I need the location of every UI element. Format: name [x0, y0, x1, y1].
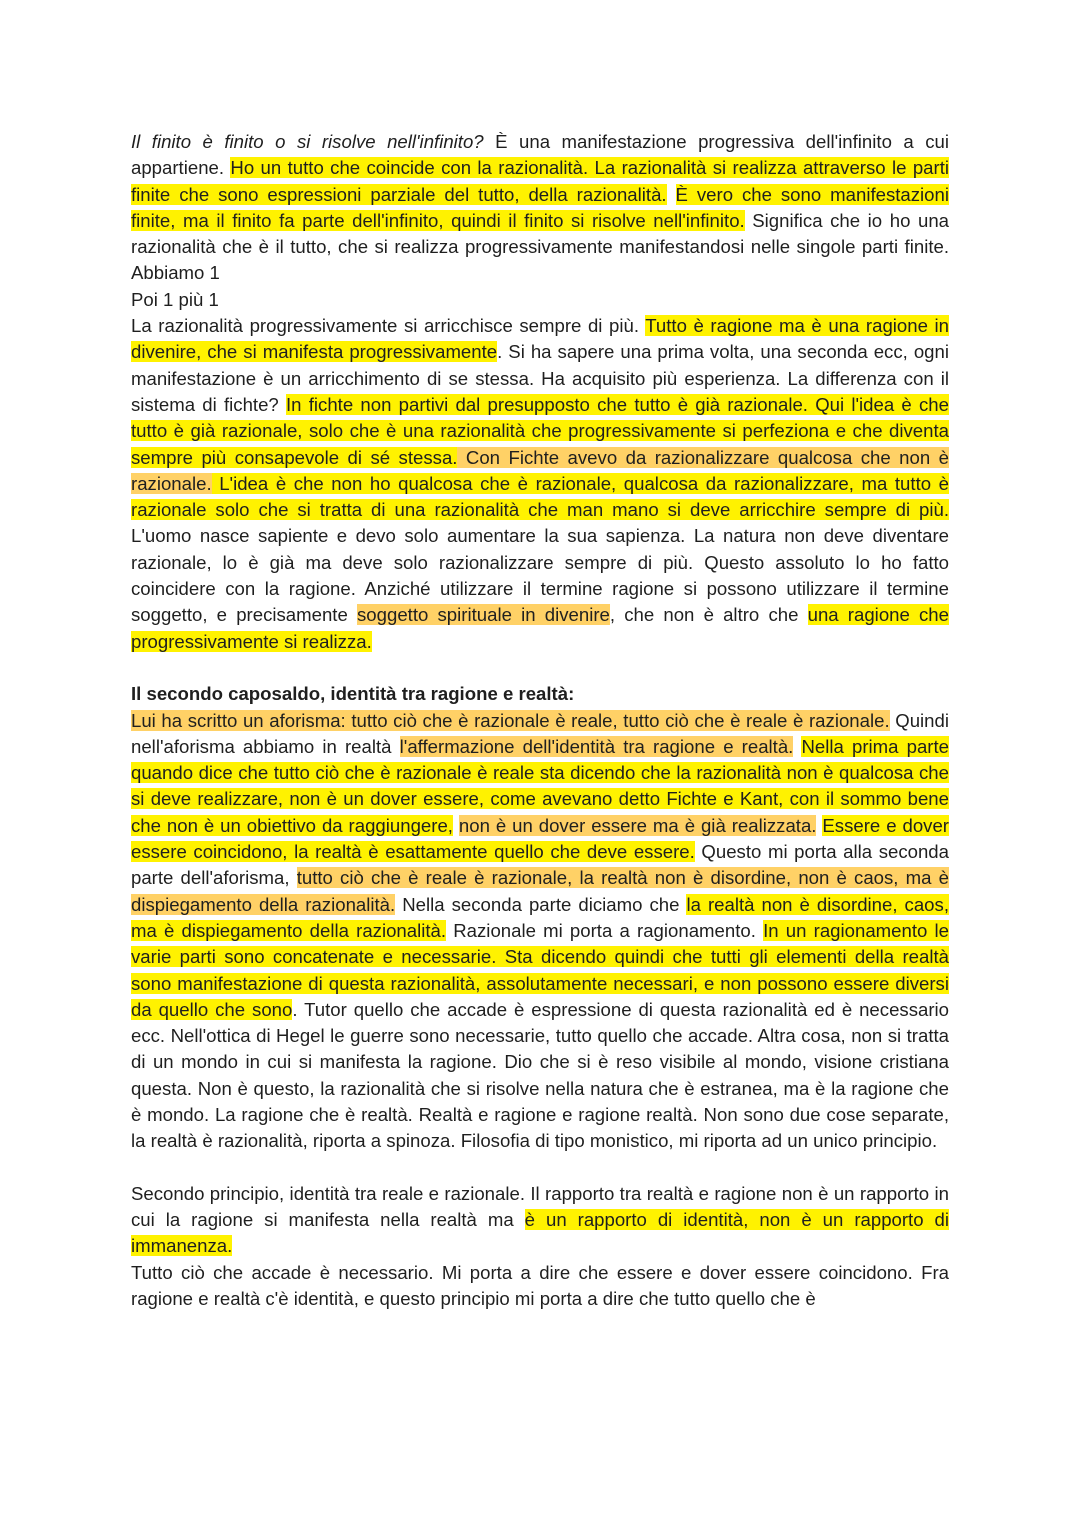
text-run: Significa che io ho una razionalità che è il tutto, che si realizza progressivamente manifestandosi nelle singole parti finite. Abbiamo 1	[131, 209, 949, 284]
text-run: Secondo principio, identità tra reale e razionale. Il rapporto tra realtà e ragione non è un rapporto in cui la ragione si manifesta nella realtà ma	[131, 1182, 949, 1231]
highlight: Tutto è ragione ma è una ragione in divenire, che si manifesta progressivamente	[131, 315, 950, 363]
text-run: . Tutor quello che accade è espressione di questa razionalità ed è necessario ecc. Nell'ottica di Hegel le guerre sono necessarie, tutto quello che accade. Altra cosa, non si tratta di un mondo in cui si manifesta la ragione. Dio che si è reso visibile al mondo, visione cristiana questa. Non è questo, la razionalità che si risolve nella natura che è estranea, ma è la ragione che è mondo. La ragione che è realtà. Realtà e ragione e ragione realtà. Non sono due cose separate, la realtà è razionalità, riporta a spinoza. Filosofia di tipo monistico, mi riporta ad un unico principio.	[131, 998, 950, 1152]
highlight: una ragione che progressivamente si realizza.	[131, 604, 949, 652]
highlight: Con Fichte avevo da razionalizzare qualcosa che non è razionale.	[131, 446, 949, 494]
paragraph-poi: Poi 1 più 1	[131, 288, 219, 310]
text-run: È una manifestazione progressiva dell'infinito a cui appartiene.	[131, 131, 949, 179]
section-heading: Il secondo caposaldo, identità tra ragione e realtà:	[131, 683, 575, 705]
highlight: In fichte non partivi dal presupposto che tutto è già razionale.	[286, 393, 808, 415]
paragraph-secondo-principio	[131, 1181, 949, 1260]
text-run	[667, 184, 676, 205]
text-run: Quindi nell'aforisma abbiamo in realtà	[131, 709, 949, 757]
paragraph-finito	[131, 129, 949, 287]
text-run: Razionale mi porta a ragionamento.	[446, 919, 764, 941]
highlight: l'affermazione dell'identità tra ragione e realtà.	[399, 735, 794, 757]
highlight: Qui l'idea è che tutto è già razionale, solo che è una razionalità che progressivamente si perfeziona e che diventa sempre più consapevole di sé stessa.	[131, 393, 949, 468]
highlight: soggetto spirituale in divenire	[357, 604, 610, 626]
text-run: Nella seconda parte diciamo che	[395, 893, 687, 915]
text-run: Questo mi porta alla seconda parte dell'aforisma,	[131, 841, 949, 889]
document-page	[131, 129, 949, 1312]
highlight: Lui ha scritto un aforisma: tutto ciò che è razionale è reale, tutto ciò che è reale è razionale.	[131, 709, 890, 731]
highlight: è un rapporto di identità, non è un rapporto di immanenza.	[131, 1209, 950, 1257]
spacer	[131, 1155, 949, 1181]
text-run: . Si ha sapere una prima volta, una seconda ecc, ogni manifestazione è un arricchimento di se stessa. Ha acquisito più esperienza. La differenza con il sistema di fichte?	[131, 341, 949, 415]
highlight: la realtà non è disordine, caos, ma è dispiegamento della razionalità.	[131, 893, 949, 941]
highlight: L'idea è che non ho qualcosa che è razionale, qualcosa da razionalizzare, ma tutto è razionale solo che si tratta di una razionalità che man mano si deve arricchire sempre di più.	[131, 472, 949, 521]
paragraph-necessario: Tutto ciò che accade è necessario. Mi porta a dire che essere e dover essere coincidono. Fra ragione e realtà c'è identità, e questo principio mi porta a dire che tutto quello che è	[131, 1261, 949, 1310]
highlight: È vero che sono manifestazioni finite, ma il finito fa parte dell'infinito, quindi il finito si risolve nell'infinito.	[131, 183, 949, 231]
spacer	[131, 655, 949, 681]
question-text: Il finito è finito o si risolve nell'infinito?	[131, 131, 484, 152]
highlight: non è un dover essere ma è già realizzata.	[458, 814, 817, 836]
highlight: In un ragionamento le varie parti sono concatenate e necessarie. Sta dicendo quindi che tutti gli elementi della realtà sono manifestazione di questa razionalità, assolutamente necessari, e non possono essere diversi da quello che sono	[131, 919, 949, 1020]
highlight: Essere e dover essere coincidono, la realtà è esattamente quello che deve essere.	[131, 814, 949, 863]
paragraph-razionalita	[131, 313, 949, 655]
text-run: La razionalità progressivamente si arricchisce sempre di più.	[131, 315, 646, 337]
text-run: , che non è altro che	[609, 604, 808, 626]
text-run: L'uomo nasce sapiente e devo solo aumentare la sua sapienza. La natura non deve diventare razionale, lo è già ma deve solo razionalizzare sempre di più. Questo assoluto lo ho fatto coincidere con la ragione. Anziché utilizzare il termine ragione si possono utilizzare il termine soggetto, e precisamente	[131, 525, 949, 626]
highlight: tutto ciò che è reale è razionale, la realtà non è disordine, non è caos, ma è dispiegamento della razionalità.	[131, 867, 949, 915]
highlight: Ho un tutto che coincide con la razionalità. La razionalità si realizza attraverso le parti finite che sono espressioni parziale del tutto, della razionalità.	[131, 157, 949, 205]
highlight: Nella prima parte quando dice che tutto ciò che è razionale è reale sta dicendo che la razionalità non è qualcosa che si deve realizzare, non è un dover essere, come avevano detto Fichte e Kant, con il sommo bene che non è un obiettivo da raggiungere,	[131, 735, 949, 836]
paragraph-aforisma	[131, 708, 949, 1155]
